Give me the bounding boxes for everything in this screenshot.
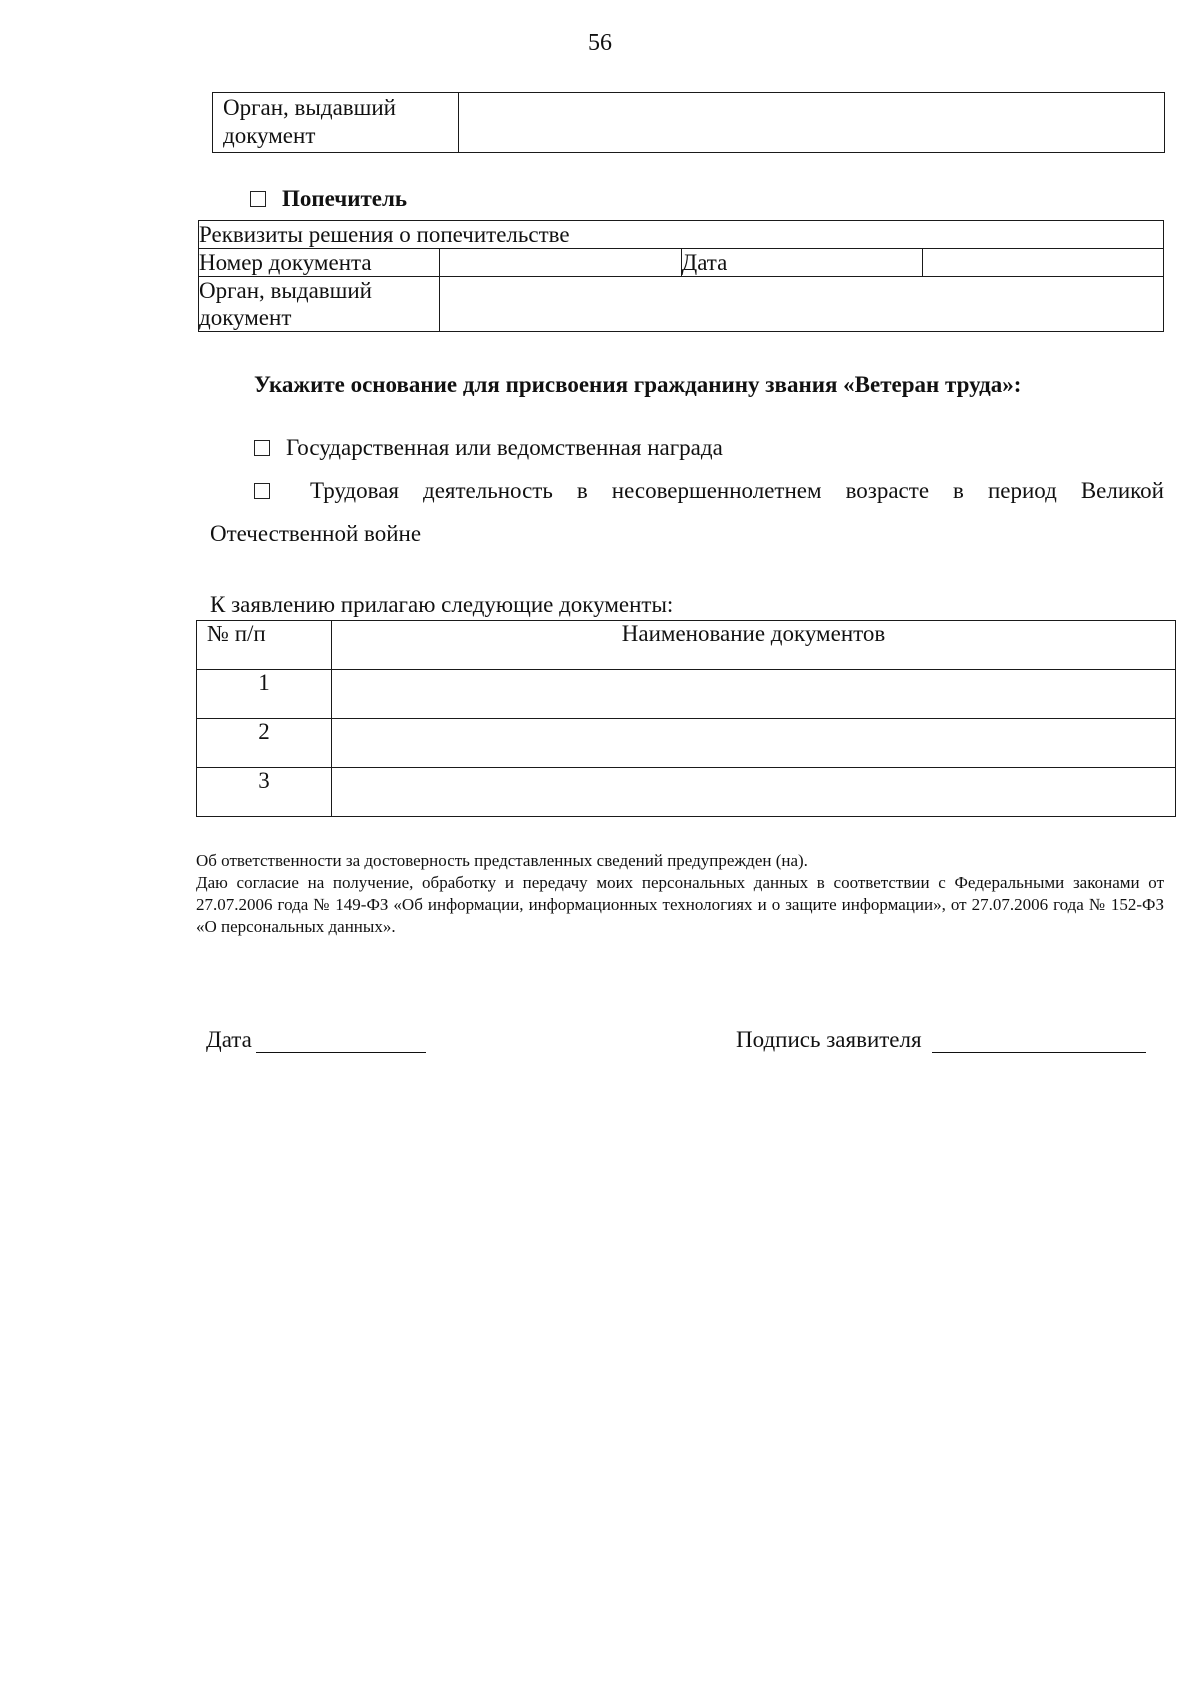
basis-option-award-checkbox[interactable] bbox=[254, 440, 270, 456]
basis-option-labor-continuation: Отечественной войне bbox=[210, 521, 422, 546]
applicant-signature-line bbox=[736, 1027, 1146, 1053]
guardian-issuer-field[interactable] bbox=[440, 277, 1164, 332]
attachment-name-field[interactable] bbox=[332, 670, 1176, 719]
signature-field[interactable] bbox=[932, 1030, 1146, 1053]
consent-notice: Даю согласие на получение, обработку и передачу моих персональных данных в соответствии с Федеральными законами от 27.07.2006 года № 149-ФЗ «Об информации, информационных технологиях и о защите информации», от 27.07.2006 года № 152-ФЗ «О персональных данных». bbox=[196, 873, 1164, 936]
attachments-header-row bbox=[197, 621, 1176, 670]
issuer-table bbox=[212, 92, 1165, 153]
responsibility-notice: Об ответственности за достоверность представленных сведений предупрежден (на). bbox=[196, 851, 808, 870]
attachment-num: 2 bbox=[197, 719, 332, 768]
guardian-doc-number-field[interactable] bbox=[440, 249, 681, 277]
attachments-col-num: № п/п bbox=[197, 621, 332, 670]
attachments-col-name: Наименование документов bbox=[332, 621, 1176, 670]
table-row bbox=[197, 670, 1176, 719]
guardian-decision-header: Реквизиты решения о попечительстве bbox=[199, 221, 1164, 249]
guardian-checkbox[interactable] bbox=[250, 191, 266, 207]
table-row bbox=[197, 719, 1176, 768]
date-signature-line bbox=[206, 1027, 426, 1053]
date-field[interactable] bbox=[256, 1030, 426, 1053]
table-row bbox=[197, 768, 1176, 817]
guardian-doc-number-label: Номер документа bbox=[199, 249, 440, 277]
attachment-num: 3 bbox=[197, 768, 332, 817]
basis-option-award-label: Государственная или ведомственная награда bbox=[286, 435, 723, 460]
page-number: 56 bbox=[588, 30, 612, 56]
signature-label: Подпись заявителя bbox=[736, 1027, 922, 1052]
attachments-table bbox=[196, 620, 1176, 817]
issuer-label: Орган, выдавший документ bbox=[213, 93, 459, 153]
basis-heading: Укажите основание для присвоения гражданину звания «Ветеран труда»: bbox=[254, 372, 1022, 397]
date-label: Дата bbox=[206, 1027, 252, 1052]
basis-option-labor-checkbox[interactable] bbox=[254, 483, 270, 499]
attachment-name-field[interactable] bbox=[332, 719, 1176, 768]
basis-option-labor[interactable]: Трудовая деятельность в несовершеннолетнем возрасте в период Великой bbox=[254, 478, 1164, 504]
guardian-date-field[interactable] bbox=[922, 249, 1163, 277]
guardian-section-title bbox=[250, 186, 407, 212]
attachment-num: 1 bbox=[197, 670, 332, 719]
guardian-title: Попечитель bbox=[282, 186, 408, 211]
attachments-caption: К заявлению прилагаю следующие документы: bbox=[210, 592, 674, 617]
guardian-date-label: Дата bbox=[681, 249, 922, 277]
basis-option-award[interactable] bbox=[254, 435, 723, 461]
issuer-value-field[interactable] bbox=[459, 93, 1165, 153]
attachment-name-field[interactable] bbox=[332, 768, 1176, 817]
guardian-decision-table bbox=[198, 220, 1164, 332]
guardian-issuer-label: Орган, выдавший документ bbox=[199, 277, 440, 332]
